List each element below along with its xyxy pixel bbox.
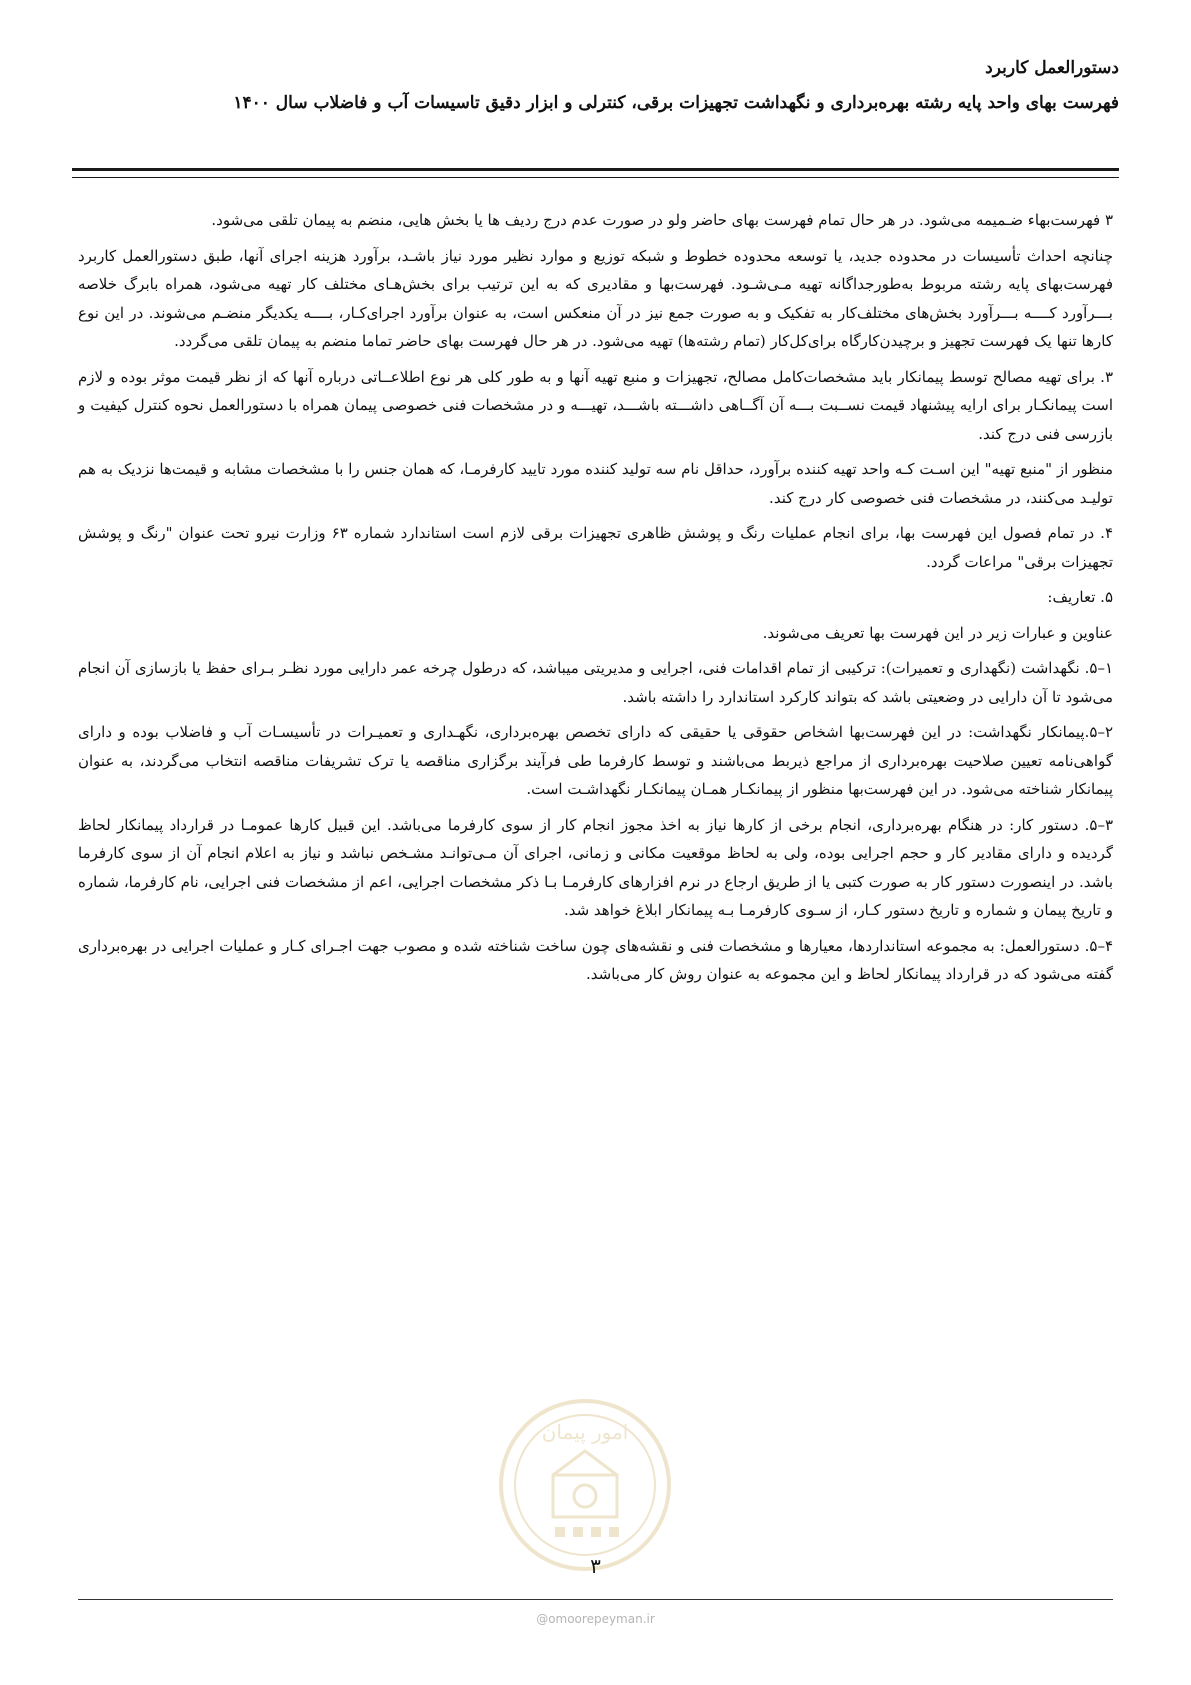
paragraph: عناوین و عبارات زیر در این فهرست بها تعریف می‌شوند. bbox=[762, 623, 1113, 642]
document-body bbox=[78, 206, 1113, 996]
header-divider bbox=[72, 168, 1119, 178]
document-title: دستورالعمل کاربرد bbox=[985, 58, 1119, 78]
paragraph: ۳. برای تهیه مصالح توسط پیمانکار باید مشخصات‌کامل مصالح، تجهیزات و منبع تهیه آنها و به طور کلی هر نوع اطلاعــاتی درباره آنها که از نظر قیمت موثر بوده و لازم است پیمانکـار برای ارایه پیشنهاد قیمت نســبت بـــه آن آگــاهی داشـــته باشـــد، تهیـــه و در مشخصات فنی خصوصی پیمان همراه با دستورالعمل نحوه کنترل کیفیت و بازرسی فنی درج کند. bbox=[78, 367, 1113, 443]
definition-item: ۲–۵.پیمانکار نگهداشت: در این فهرست‌بها اشخاص حقوقی یا حقیقی که دارای تخصص بهره‌برداری، نگهـداری و تعمیـرات در تأسیسـات آب و فاضلاب بوده و دارای گواهی‌نامه تعیین صلاحیت بهره‌برداری از مراجع ذیربط می‌باشند و توسط کارفرما طی فرآیند برگزاری مناقصه یا ترک تشریفات مناقصه انتخاب می‌گردند، به عنوان پیمانکار شناخته می‌شود. در این فهرست‌بها منظور از پیمانکـار همـان پیمانکـار نگهداشـت است. bbox=[78, 723, 1113, 798]
definition-item: ۴–۵. دستورالعمل: به مجموعه استانداردها، معیارها و مشخصات فنی و نقشه‌های چون ساخت شناخته شده و مصوب جهت اجـرای کـار و عملیات اجرایی در بهره‌برداری گفته می‌شود که در قرارداد پیمانکار لحاظ و این مجموعه به عنوان روش کار می‌باشد. bbox=[78, 936, 1113, 983]
document-subtitle: فهرست بهای واحد پایه رشته بهره‌برداری و نگهداشت تجهیزات برقی، کنترلی و ابزار دقیق تاسیسات آب و فاضلاب سال ۱۴۰۰ bbox=[233, 93, 1119, 113]
paragraph: چنانچه احداث تأسیسات در محدوده جدید، یا توسعه محدوده خطوط و شبکه توزیع و موارد نظیر مورد نیاز باشـد، برآورد هزینه اجرای آنها، طبق دستورالعمل کاربرد فهرست‌بهای پایه رشته مربوط به‌طورجداگانه تهیه مـی‌شـود. فهرست‌بها و مقادیری که به این ترتیب برای بخش‌هـای مختلف کار تهیه می‌شود، همراه بابرگ خلاصه بـــرآورد کــــه بـــرآورد بخش‌های مختلف‌کار به تفکیک و به صورت جمع نیز در آن منعکس است، به عنوان برآورد اجرای‌کـار، بــــه یکدیگر منضـم می‌شوند. در این نوع کارها تنها یک فهرست تجهیز و برچیدن‌کارگاه برای‌کل‌کار (تمام رشته‌ها) تهیه می‌شود. در هر حال فهرست بهای حاضر تماما منضم به پیمان تلقی می‌گردد. bbox=[78, 246, 1113, 350]
svg-text:امور پیمان: امور پیمان bbox=[541, 1420, 629, 1444]
footer-divider bbox=[78, 1599, 1113, 1600]
page-number: ۳ bbox=[590, 1554, 601, 1578]
watermark-seal-logo bbox=[495, 1395, 675, 1575]
paragraph: منظور از "منبع تهیه" این اسـت کـه واحد تهیه کننده برآورد، حداقل نام سه تولید کننده مورد تایید کارفرمـا، که همان جنس را با مشخصات مشابه و قیمت‌ها نزدیک به هم تولیـد می‌کنند، در مشخصات فنی خصوصی کار درج کند. bbox=[78, 460, 1113, 507]
definition-item: ۳–۵. دستور کار: در هنگام بهره‌برداری، انجام برخی از کارها نیاز به اخذ مجوز انجام کار از سوی کارفرما می‌باشد. این قبیل کارها عمومـا در قرارداد پیمانکار لحاظ گردیده و دارای مقادیر کار و حجم اجرایی بوده، ولی به لحاظ موقعیت مکانی و زمانی، اجرای آن مـی‌توانـد مشـخص نباشد و نیاز به اعلام انجام آن از سوی کارفرما باشد. در اینصورت دستور کار به صورت کتبی یا از طریق ارجاع در نرم افزارهای کارفرمـا بـا ذکر مشخصات اجرایی، اعم از مشخصات فنی اجرایی، نام کارفرما، شماره و تاریخ پیمان و شماره و تاریخ دستور کـار، از سـوی کارفرمـا بـه پیمانکار ابلاغ خواهد شد. bbox=[78, 815, 1113, 919]
section-heading: ۵. تعاریف: bbox=[1047, 588, 1113, 606]
definition-item: ۱–۵. نگهداشت (نگهداری و تعمیرات): ترکیبی از تمام اقدامات فنی، اجرایی و مدیریتی میباشد، که درطول چرخه عمر دارایی مورد نظـر بـرای حفظ یا بازسازی آن انجام می‌شود تا آن دارایی در وضعیتی باشد که بتواند کارکرد استاندارد را داشته باشد. bbox=[78, 659, 1113, 706]
paragraph: ۴. در تمام فصول این فهرست بها، برای انجام عملیات رنگ و پوشش ظاهری تجهیزات برقی لازم است استاندارد شماره ۶۳ وزارت نیرو تحت عنوان "رنگ و پوشش تجهیزات برقی" مراعات گردد. bbox=[78, 524, 1113, 571]
page-header bbox=[62, 58, 1129, 120]
paragraph: ۳ فهرست‌بهاء ضـمیمه می‌شود. در هر حال تمام فهرست بهای حاضر ولو در صورت عدم درج ردیف ها یا بخش هایی، منضم به پیمان تلقی می‌شود. bbox=[211, 211, 1113, 229]
watermark-url: @omoorepeyman.ir bbox=[536, 1612, 655, 1626]
